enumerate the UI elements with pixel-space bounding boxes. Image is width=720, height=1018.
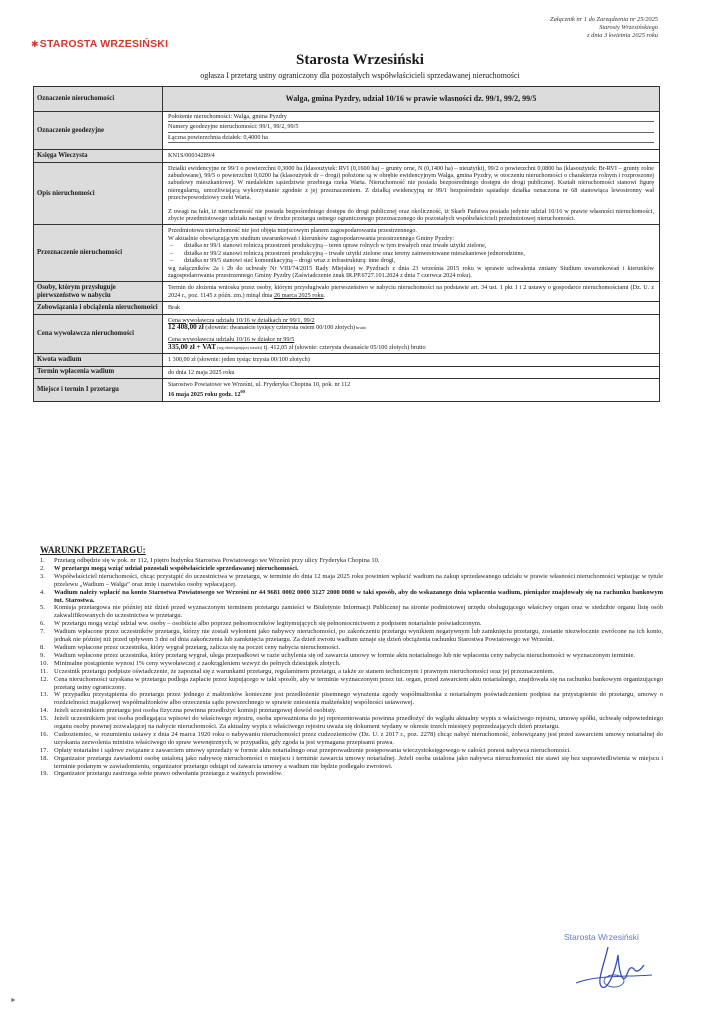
- condition-text: Jeżeli uczestnikiem przetargu jest osoba fizyczna powinna przedłożyć komisji przetargowej dowód osobisty.: [54, 707, 337, 715]
- condition-item: [40, 652, 663, 660]
- table-row: [34, 354, 660, 366]
- condition-text: Wadium należy wpłacić na konto Starostwa Powiatowego we Wrześni nr 44 9681 0002 0000 3127 2000 0080 w taki sposób, aby do wskazanego dnia wpłacenia wadium, pieniądze znajdowały się na rachunku bankowym tut. Starostwa.: [54, 588, 663, 604]
- purpose-intro: W aktualnie obowiązującym studium uwarunkowań i kierunków zagospodarowania przestrzennego Gminy Pyzdry:: [168, 234, 455, 242]
- condition-text: Uczestnik przetargu podpisze oświadczenie, że zapoznał się z warunkami przetargu, regulaminem przetargu, a także ze stanem technicznym i prawnym nieruchomości oraz jej przeznaczeniem.: [54, 667, 555, 675]
- row-label: Cena wywoławcza nieruchomości: [34, 314, 163, 354]
- condition-item: [40, 604, 663, 620]
- table-row: [34, 302, 660, 314]
- condition-text: W przypadku przystąpienia do przetargu przez jednego z małżonków konieczne jest przedłożenie pisemnego wyrażenia zgody współmałżonka z notarialnym poświadczeniem podpisu na przystąpienie do przetargu, umowy o rozdzielności majątkowej współmałżonków albo orzeczenia sądu powszechnego w sprawie zniesienia małżeńskiej wspólności ustawowej.: [54, 691, 663, 707]
- table-row: [34, 162, 660, 225]
- priority-deadline: 26 marca 2025 roku: [273, 291, 324, 299]
- condition-number: 16.: [40, 730, 49, 738]
- condition-number: 2.: [40, 564, 45, 572]
- table-row: [34, 225, 660, 282]
- geodesy-location: Położenie nieruchomości: Walga, gmina Pyzdry: [168, 112, 654, 122]
- price-line-title: Cena wywoławcza udziału 10/16 w działce nr 99/5: [168, 336, 295, 344]
- row-label: Oznaczenie nieruchomości: [34, 87, 163, 112]
- property-designation: Walga, gmina Pyzdry, udział 10/16 w prawie własności dz. 99/1, 99/2, 99/5: [163, 87, 660, 112]
- condition-number: 7.: [40, 628, 45, 636]
- purpose-outro: wg załączników 2a i 2b do uchwały Nr VIII/74/2015 Rady Miejskiej w Pyzdrach z dnia 23 września 2015 roku w sprawie uchwalenia zmiany Studium uwarunkowań i kierunków zagospodarowania przestrzennego Gminy Pyzdry (Zaświadczenie znak IR.PP.6727.101.2024 z dnia 7 czerwca 2024 roku).: [168, 264, 654, 279]
- condition-item: [40, 770, 663, 778]
- condition-number: 9.: [40, 651, 45, 659]
- condition-item: [40, 644, 663, 652]
- signature-stroke: [576, 975, 652, 983]
- row-label: Księga Wieczysta: [34, 150, 163, 162]
- dash-icon: –: [170, 249, 174, 257]
- price-line-title: Cena wywoławcza udziału 10/16 w działkach nr 99/1, 99/2: [168, 316, 315, 324]
- geodesy-numbers: Numery geodezyjne nieruchomości: 99/1, 99/2, 99/5: [168, 122, 654, 132]
- condition-text: Cudzoziemiec, w rozumieniu ustawy z dnia 24 marca 1920 roku o nabywaniu nieruchomości przez cudzoziemców (Dz. U. z 2017 r., poz. 2278) chcąc nabyć nieruchomość, zobowiązany jest przed zawarciem umowy notarialnej do uzyskania zezwolenia ministra właściwego do spraw wewnętrznych, w przypadku, gdy zgoda ta jest wymagana przepisami prawa.: [54, 730, 663, 746]
- deposit-value: 1 300,00 zł (słownie: jeden tysiąc trzysta 00/100 złotych): [163, 354, 660, 366]
- row-label: Oznaczenie geodezyjne: [34, 112, 163, 150]
- priority-cell: Termin do złożenia wniosku przez osoby, którym przysługiwało pierwszeństwo w nabyciu nieruchomości na podstawie art. 34 ust. 1 pkt 1 i 2 ustawy o gospodarce nieruchomościami (Dz. U. z 2024 r., poz. 1145 z późn. zm.) minął dnia 26 marca 2025 roku.: [163, 282, 660, 302]
- condition-number: 19.: [40, 770, 49, 778]
- condition-item: [40, 731, 663, 747]
- table-row: [34, 366, 660, 378]
- condition-text: Cena nieruchomości uzyskana w przetargu podlega zapłacie przez kupującego w taki sposób, aby w terminie wyznaczonym przez tut. organ, przed zawarciem aktu notarialnego, znajdowała się na rachunku bankowym organizującego przetarg ustny ograniczony.: [54, 675, 663, 691]
- condition-item: [40, 676, 663, 692]
- condition-item: [40, 557, 663, 565]
- obligations-value: Brak: [163, 302, 660, 314]
- condition-item: [40, 628, 663, 644]
- page-title: Starosta Wrzesiński: [296, 52, 424, 68]
- table-row: [34, 282, 660, 302]
- condition-number: 8.: [40, 643, 45, 651]
- table-row: [34, 378, 660, 401]
- attachment-note-line: Załącznik nr 1 do Zarządzenia nr 25/2025: [550, 16, 658, 23]
- condition-item: [40, 707, 663, 715]
- condition-item: [40, 620, 663, 628]
- row-label: Przeznaczenie nieruchomości: [34, 225, 163, 282]
- place-datetime: 16 maja 2025 roku godz. $12^{00}$: [168, 389, 245, 399]
- condition-number: 3.: [40, 572, 45, 580]
- condition-item: [40, 747, 663, 755]
- condition-number: 13.: [40, 691, 49, 699]
- condition-text: Jeżeli uczestnikiem jest osoba podlegająca wpisowi do właściwego rejestru, osoba upoważniona do jej reprezentowania powinna przedłożyć do wglądu aktualny wypis z właściwego rejestru, umowę spółki, uchwałę odpowiedniego organu osoby prawnej zezwalającej na nabycie nieruchomości. Za aktualny wypis z właściwego rejestru uważa się dokument wydany w okresie trzech miesięcy poprzedzających dzień przetargu.: [54, 715, 663, 731]
- condition-number: 5.: [40, 604, 45, 612]
- signature-stamp-text: Starosta Wrzesiński: [564, 932, 639, 942]
- row-label: Kwota wadium: [34, 354, 163, 366]
- geodesy-area: Łączna powierzchnia działek: 0,4000 ha: [168, 133, 654, 143]
- condition-text: W przetargu mogą wziąć udział pozostali współwłaściciele sprzedawanej nieruchomości.: [54, 564, 299, 572]
- condition-number: 10.: [40, 659, 49, 667]
- table-row: [34, 150, 660, 162]
- condition-text: Organizator przetargu zawiadomi osobę ustaloną jako nabywcę nieruchomości o miejscu i terminie zawarcia umowy notarialnej. Jeżeli osoba ustalona jako nabywca nieruchomości nie stawi się bez usprawiedliwienia w miejscu i terminie podanym w zawiadomieniu, organizator przetargu odstąpi od zawarcia umowy a wadium nie będzie podlegało zwrotowi.: [54, 754, 663, 770]
- condition-text: Opłaty notarialne i sądowe związane z zawarciem umowy sprzedaży w formie aktu notarialnego oraz przeprowadzenie postępowania wieczystoksięgowego w całości ponosi nabywca nieruchomości.: [54, 746, 571, 754]
- row-label: Miejsce i termin I przetargu: [34, 378, 163, 401]
- row-label: Zobowiązania i obciążenia nieruchomości: [34, 302, 163, 314]
- description-cell: [163, 162, 660, 225]
- condition-text: Wadium wpłacone przez uczestnika, który przetarg wygrał, ulega przepadkowi w razie uchylenia się od zawarcia umowy w formie aktu notarialnego lub nie wpłacenia ceny nabycia nieruchomości w wyznaczonym terminie.: [54, 651, 636, 659]
- logo-text: STAROSTA WRZESIŃSKI: [39, 38, 169, 50]
- condition-text: Wadium wpłacone przez uczestnika, który wygrał przetarg, zalicza się na poczet ceny nabycia nieruchomości.: [54, 643, 341, 651]
- signature-block: [556, 925, 676, 1000]
- attachment-note-line: Starosty Wrzesińskiego: [599, 24, 658, 32]
- conditions-list: [40, 557, 663, 778]
- starosta-logo: [31, 38, 168, 50]
- price-amount: 335,00 zł + VAT: [168, 342, 217, 351]
- land-register-number: KN1S/00034289/4: [163, 150, 660, 162]
- condition-text: Przetarg odbędzie się w pok. nr 112, I piętro budynku Starostwa Powiatowego we Wrześni przy ulicy Fryderyka Chopina 10.: [54, 557, 380, 564]
- condition-number: 11.: [40, 667, 48, 675]
- corner-mark: ►: [10, 996, 17, 1004]
- condition-text: Współwłaściciel nieruchomości, chcąc przystąpić do uczestnictwa w przetargu, w terminie do dnia 12 maja 2025 roku powinien wpłacić wadium na zakup sprzedawanego udziału w prawie własności nieruchomości wpisując w tytule przelewu „Wadium – Walga” oraz imię i nazwisko osoby wpłacającej.: [54, 572, 663, 588]
- condition-number: 18.: [40, 754, 49, 762]
- condition-item: [40, 691, 663, 707]
- price-line: 12 408,00 zł (słownie: dwanaście tysięcy czterysta osiem 00/100 złotych) brutto: [168, 322, 367, 331]
- condition-number: 12.: [40, 675, 49, 683]
- conditions-title: WARUNKI PRZETARGU:: [40, 545, 146, 555]
- table-row: [34, 314, 660, 354]
- condition-item: [40, 755, 663, 771]
- condition-number: 6.: [40, 620, 45, 628]
- place-address: Starostwo Powiatowe we Wrześni, ul. Fryderyka Chopina 10, pok. nr 112: [168, 380, 351, 388]
- attachment-note-line: z dnia 3 kwietnia 2025 roku: [587, 32, 658, 40]
- condition-item: [40, 589, 663, 605]
- dash-icon: –: [170, 257, 174, 265]
- table-row: [34, 112, 660, 150]
- price-amount: 12 408,00 zł: [168, 322, 204, 331]
- condition-number: 14.: [40, 707, 49, 715]
- dash-icon: –: [170, 242, 174, 250]
- table-row: [34, 87, 660, 112]
- attachment-note: [550, 16, 658, 41]
- condition-item: [40, 573, 663, 589]
- condition-number: 1.: [40, 557, 45, 564]
- condition-item: [40, 565, 663, 573]
- description-paragraph: Z uwagi na fakt, iż nieruchomość nie posiada bezpośredniego dostępu do drogi publicznej oraz okoliczność, iż Skarb Państwa posiada jedynie udział 10/16 w prawie własności nieruchomości, zbycie przedmiotowego udziału nastąpi w drodze przetargu ustnego ograniczonego przeznaczonego do pozostałych współwłaścicieli przedmiotowej nieruchomości.: [168, 207, 654, 223]
- property-table: [33, 86, 660, 402]
- row-label: Osoby, którym przysługuje pierwszeństwo w nabyciu: [34, 282, 163, 302]
- page-subtitle: ogłasza I przetarg ustny ograniczony dla pozostałych współwłaścicieli sprzedawanej nieruchomości: [200, 71, 520, 80]
- purpose-intro: Przedmiotowa nieruchomość nie jest objęta miejscowym planem zagospodarowania przestrzennego.: [168, 227, 417, 235]
- price-cell: [163, 314, 660, 354]
- condition-text: W przetargu mogą wziąć udział ww. osoby – osobiście albo poprzez pełnomocników legitymujących się pełnomocnictwem z podpisem notarialnie poświadczonym.: [54, 620, 482, 628]
- condition-item: [40, 715, 663, 731]
- condition-item: [40, 668, 663, 676]
- purpose-item: – działka nr 99/2 stanowi rolniczą przestrzeń produkcyjną – trwałe użytki zielone oraz tereny zainwestowane mieszkaniowe jednorodzinne,: [170, 249, 525, 257]
- condition-number: 17.: [40, 746, 49, 754]
- condition-text: Minimalne postąpienie wynosi 1% ceny wywoławczej z zaokrągleniem wzwyż do pełnych dziesiątek złotych.: [54, 659, 341, 667]
- condition-text: Komisja przetargowa nie później niż dzień przed wyznaczonym terminem przetargu zamieści w Biuletynie Informacji Publicznej na stronie podmiotowej urzędu obsługującego właściwy organ oraz w siedzibie organu listę osób zakwalifikowanych do uczestnictwa w przetargu.: [54, 604, 663, 620]
- geodesy-blank: [168, 143, 654, 149]
- row-label: Termin wpłacenia wadium: [34, 366, 163, 378]
- condition-item: [40, 660, 663, 668]
- purpose-item: – działka nr 99/1 stanowi rolniczą przestrzeń produkcyjną – teren upraw rolnych w tym trwałych oraz trwałe użytki zielone,: [170, 242, 487, 250]
- signature-stroke: [600, 947, 644, 987]
- deposit-deadline-value: do dnia 12 maja 2025 roku: [163, 366, 660, 378]
- row-label: Opis nieruchomości: [34, 162, 163, 225]
- condition-number: 15.: [40, 715, 49, 723]
- description-paragraph: Działki ewidencyjne nr 99/1 o powierzchni 0,3000 ha (klasoużytek: RVI (0,1600 ha) – grunty orne, N (0,1400 ha) – nieużytki), 99/2 o powierzchni 0,0800 ha (klasoużytek: Br-RVI – grunty rolne zabudowane), 99/5 o powierzchni 0,0200 ha (klasoużytek dr – drogi) położone są w obrębie ewidencyjnym Walga, gmina Pyzdry, w otoczeniu nieruchomości o charakterze rolnym i rozproszonej zabudowy mieszkaniowej. W niedalekim sąsiedztwie przebiega rzeka Warta. Nieruchomość nie posiada bezpośredniego dostępu do drogi publicznej. Kształt nieruchomości stanowi figurę nieregularną, umożliwiającą wykorzystanie zgodnie z jej przeznaczeniem. Z działką ewidencyjną nr 99/1 bezpośrednio sąsiaduje działka oznaczona nr 68 stanowiąca lewostronny wał przeciwpowodziowy rzeki Warta.: [168, 164, 654, 202]
- place-cell: [163, 378, 660, 401]
- condition-number: 4.: [40, 588, 45, 596]
- condition-text: Wadium wpłacone przez uczestników przetargu, którzy nie zostali wyłonieni jako nabywcy nieruchomości, po zakończeniu przetargu wynikiem negatywnym lub zamknięciu przetargu, zostanie niezwłocznie zwrócone na ich konto, jednak nie później niż przed upływem 3 dni od dnia zakończenia lub zamknięcia przetargu. Za dzień zwrotu wadium uznaje się dzień obciążenia rachunku Starostwa Powiatowego we Wrześni.: [54, 628, 663, 644]
- purpose-cell: [163, 225, 660, 282]
- signature-mark: [556, 925, 676, 1000]
- star-icon: ✱: [31, 39, 39, 49]
- purpose-item: – działka nr 99/5 stanowi sieć komunikacyjną – drogi wraz z infrastrukturą: inne drogi,: [170, 257, 396, 265]
- geodesy-cell: [163, 112, 660, 150]
- condition-text: Organizator przetargu zastrzega sobie prawo odwołania przetargu z ważnych powodów.: [54, 770, 283, 778]
- price-line: 335,00 zł + VAT (wg obowiązującej stawki) tj. 412,05 zł (słownie: czterysta dwanaście 05/100 złotych) brutto: [168, 342, 426, 351]
